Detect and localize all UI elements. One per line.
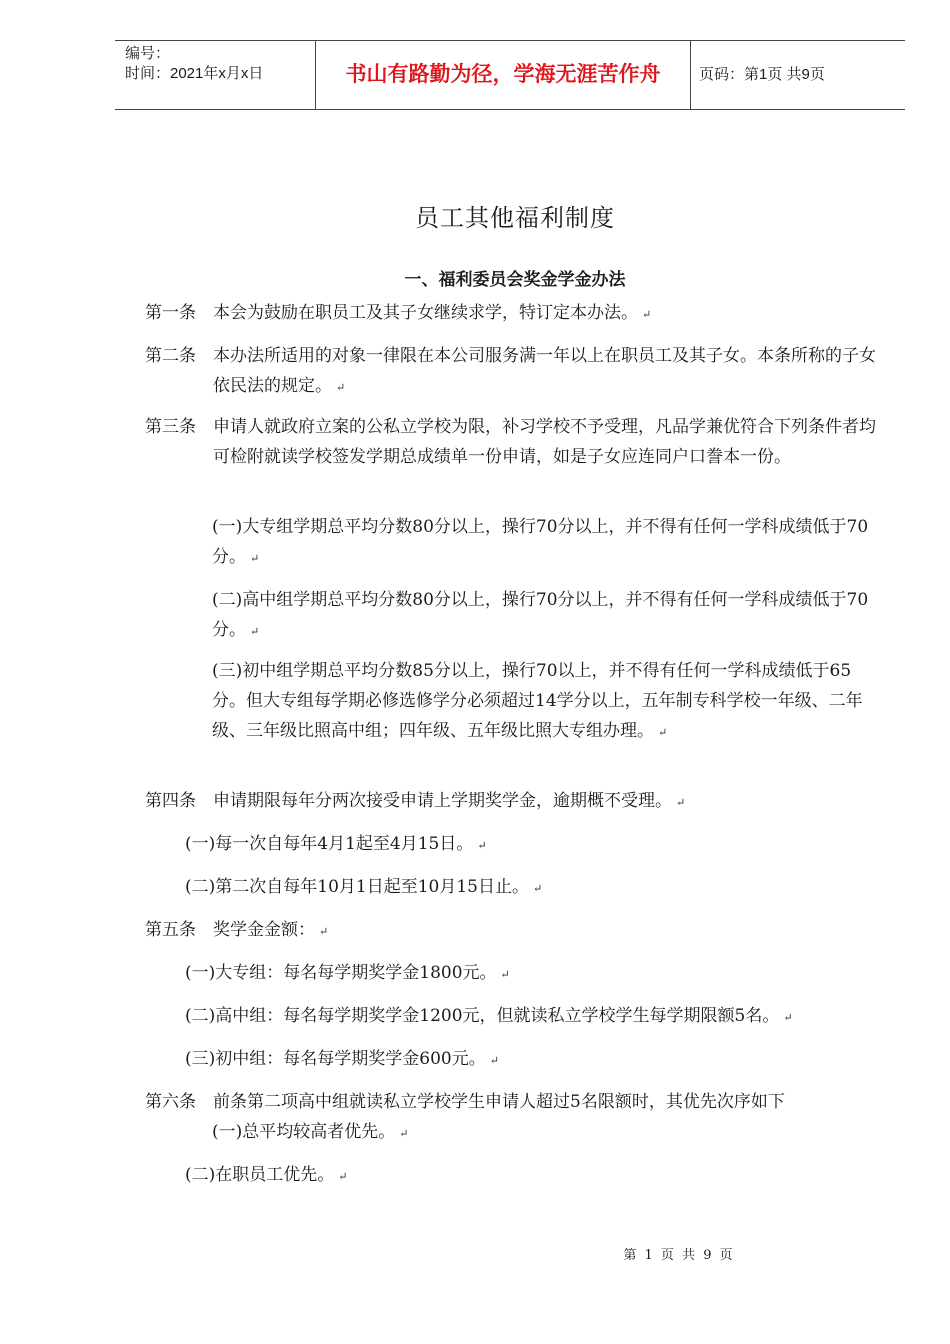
article-text: 申请期限每年分两次接受申请上学期奖学金，逾期概不受理。 [213,791,672,811]
article-6-item-2 [185,1160,885,1192]
paragraph-mark: ↵ [477,839,487,852]
article-3 [145,412,890,472]
article-5-item-2 [185,1001,885,1033]
item-text: (一)每一次自每年4月1起至4月15日。 [185,834,474,854]
article-3-item-2 [212,585,882,647]
article-text: 本办法所适用的对象一律限在本公司服务满一年以上在职员工及其子女。本条所称的子女依民法的规定。 [213,346,876,396]
document-header [115,40,905,110]
article-6-item-1 [212,1117,882,1149]
article-label: 第五条 [145,920,196,940]
paragraph-mark: ↵ [500,968,510,981]
document-title: 员工其他福利制度 [415,204,615,232]
article-2 [145,341,890,403]
paragraph-mark: ↵ [489,1054,499,1067]
article-4-item-2 [185,872,885,904]
item-text: (一)大专组学期总平均分数80分以上，操行70分以上，并不得有任何一学科成绩低于70分。 [212,517,869,567]
paragraph-mark: ↵ [250,552,260,565]
item-text: (三)初中组学期总平均分数85分以上，操行70以上，并不得有任何一学科成绩低于65分。但大专组每学期必修选修学分必须超过14学分以上，五年制专科学校一年级、二年级、三年级比照高中组；四年级、五年级比照大专组办理。 [212,661,863,741]
item-text: (三)初中组：每名每学期奖学金600元。 [185,1049,486,1069]
page-footer: 第 1 页 共 9 页 [623,1248,735,1263]
item-text: (二)高中组学期总平均分数80分以上，操行70分以上，并不得有任何一学科成绩低于70分。 [212,590,869,640]
article-text: 申请人就政府立案的公私立学校为限，补习学校不予受理，凡品学兼优符合下列条件者均可检附就读学校签发学期总成绩单一份申请，如是子女应连同户口誊本一份。 [213,417,876,467]
paragraph-mark: ↵ [783,1011,793,1024]
paragraph-mark: ↵ [336,381,346,394]
article-label: 第四条 [145,791,196,811]
article-4-item-1 [185,829,885,861]
article-6 [145,1087,890,1117]
article-text: 本会为鼓励在职员工及其子女继续求学，特订定本办法。 [213,303,638,323]
article-label: 第二条 [145,346,196,366]
paragraph-mark: ↵ [338,1170,348,1183]
paragraph-mark: ↵ [676,796,686,809]
article-3-item-1 [212,512,882,574]
paragraph-mark: ↵ [642,308,652,321]
header-motto: 书山有路勤为径，学海无涯苦作舟 [315,41,691,109]
header-page-label: 页码：第1页 共9页 [699,66,825,83]
article-5-item-1 [185,958,885,990]
number-label: 编号： [125,45,171,62]
paragraph-mark: ↵ [532,882,543,895]
article-label: 第六条 [145,1092,196,1112]
article-1 [145,298,890,330]
article-4 [145,786,890,818]
item-text: (一)总平均较高者优先。 [212,1122,396,1142]
article-5-item-3 [185,1044,885,1076]
paragraph-mark: ↵ [399,1127,409,1140]
article-label: 第三条 [145,417,196,437]
section-heading: 一、福利委员会奖金学金办法 [404,270,626,290]
article-text: 奖学金金额： [213,920,315,940]
item-text: (二)第二次自每年10月1日起至10月15日止。 [185,877,529,897]
article-label: 第一条 [145,303,196,323]
article-3-item-3 [212,656,882,748]
paragraph-mark: ↵ [658,726,668,739]
time-label: 时间：2021年x月x日 [125,65,264,82]
item-text: (二)高中组：每名每学期奖学金1200元，但就读私立学校学生每学期限额5名。 [185,1006,780,1026]
paragraph-mark: ↵ [250,625,260,638]
item-text: (二)在职员工优先。 [185,1165,335,1185]
paragraph-mark: ↵ [319,925,329,938]
article-5 [145,915,890,947]
article-text: 前条第二项高中组就读私立学校学生申请人超过5名限额时，其优先次序如下 [213,1092,785,1112]
item-text: (一)大专组：每名每学期奖学金1800元。 [185,963,497,983]
header-meta [115,41,315,109]
